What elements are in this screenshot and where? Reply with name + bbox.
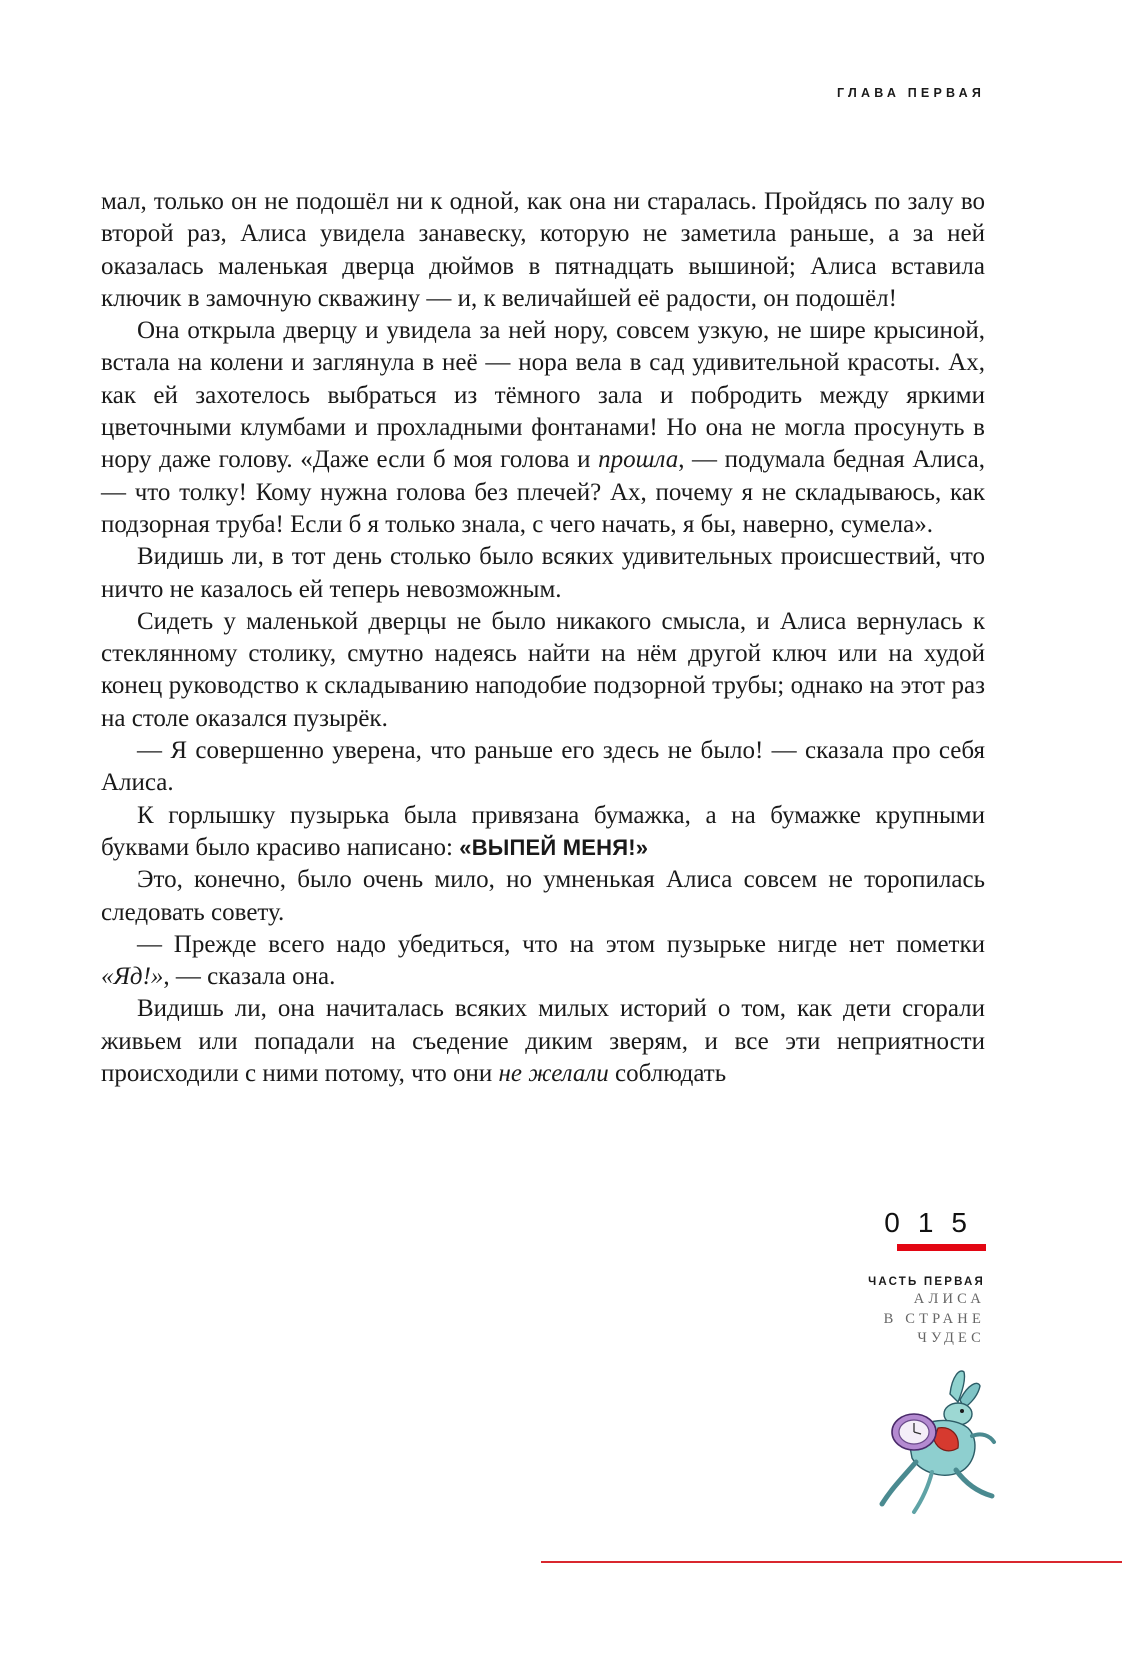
paragraph-2 (101, 315, 985, 541)
paragraph-2-text-a: Она открыла дверцу и увидела за ней нору, совсем узкую, не шире крысиной, встала на колени и заглянула в неё — нора вела в сад удивительной красоты. Ах, как ей захотелось выбраться из тёмного зала и побродить между яркими цветочными клумбами и прохладными фонтанами! Но она не могла просунуть в нору даже голову. «Даже если б моя голова и (101, 317, 985, 474)
paragraph-2-text-b: , — подумала бедная Алиса, — что толку! Кому нужна голова без плечей? Ах, почему я не складываюсь, как подзорная труба! Если б я только знала, с чего начать, я бы, наверно, сумела». (101, 446, 986, 538)
paragraph-6 (101, 800, 985, 865)
paragraph-8 (101, 929, 985, 994)
page-number-rule (897, 1244, 986, 1251)
paragraph-4: Сидеть у маленькой дверцы не было никакого смысла, и Алиса вернулась к стеклянному столику, смутно надеясь найти на нём другой ключ или на худой конец руководство к складыванию наподобие подзорной трубы; однако на этот раз на столе оказался пузырёк. (101, 607, 985, 732)
drink-me-label: «ВЫПЕЙ МЕНЯ!» (459, 834, 649, 860)
paragraph-5: — Я совершенно уверена, что раньше его здесь не было! — сказала про себя Алиса. (101, 737, 985, 797)
part-title-line-2: В СТРАНЕ (883, 1310, 985, 1327)
paragraph-9-emphasis: не желали (498, 1060, 609, 1088)
paragraph-3: Видишь ли, в тот день столько было всяких удивительных происшествий, что ничто не казалось ей теперь невозможным. (101, 543, 985, 603)
part-block (868, 1274, 985, 1349)
paragraph-8-text-a: — Прежде всего надо убедиться, что на этом пузырьке нигде нет пометки (137, 930, 985, 958)
part-title-line-3: ЧУДЕС (917, 1330, 985, 1346)
paragraph-9 (101, 993, 985, 1090)
white-rabbit-with-pocket-watch-icon (868, 1366, 1013, 1526)
part-title-line-1: АЛИСА (913, 1291, 985, 1307)
page-number: 015 (884, 1207, 985, 1238)
bottom-rule (541, 1561, 1122, 1563)
paragraph-8-text-b: , — сказала она. (163, 963, 336, 991)
paragraph-7: Это, конечно, было очень мило, но умненькая Алиса совсем не торопилась следовать совету. (101, 866, 985, 926)
paragraph-1: мал, только он не подошёл ни к одной, как она ни старалась. Пройдясь по залу во второй раз, Алиса увидела занавеску, которую не заметила раньше, а за ней оказалась маленькая дверца дюймов в пятнадцать вышиной; Алиса вставила ключик в замочную скважину — и, к величайшей её радости, он подошёл! (101, 188, 985, 312)
body-text (101, 186, 985, 1090)
paragraph-2-emphasis: прошла (598, 446, 679, 474)
running-head: ГЛАВА ПЕРВАЯ (837, 86, 985, 100)
paragraph-9-text-b: соблюдать (608, 1060, 727, 1088)
part-label: ЧАСТЬ ПЕРВАЯ (868, 1276, 985, 1288)
poison-label: «Яд!» (101, 963, 164, 991)
paragraph-6-text: К горлышку пузырька была привязана бумажка, а на бумажке крупными буквами было красиво написано: (101, 801, 985, 861)
paragraph-9-text-a: Видишь ли, она начиталась всяких милых историй о том, как дети сгорали живьем или попадали на съедение диким зверям, и все эти неприятности происходили с ними потому, что они (101, 995, 985, 1088)
